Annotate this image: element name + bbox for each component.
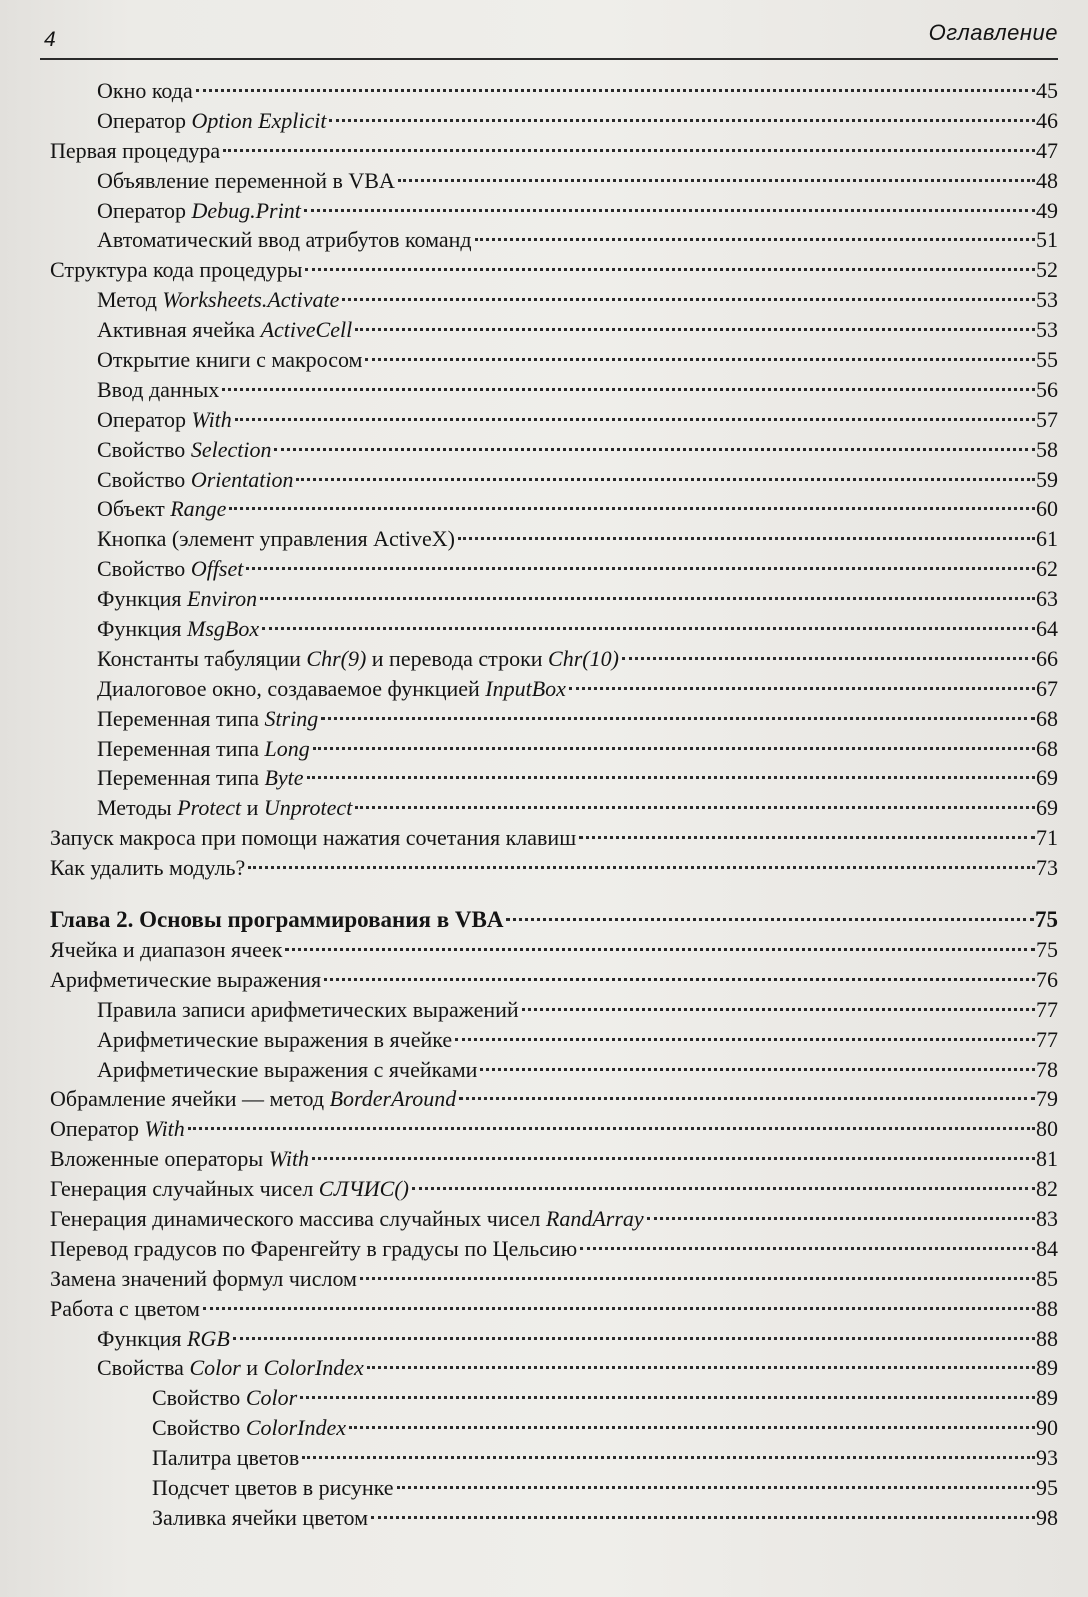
toc-entry[interactable] [0, 435, 1088, 465]
toc-entry[interactable] [0, 136, 1088, 166]
toc-page-number: 51 [1036, 227, 1058, 253]
toc-entry-code-term: Range [170, 496, 227, 522]
toc-entry-text: Обрамление ячейки — метод [50, 1086, 330, 1112]
toc-entry-text: Свойства [97, 1355, 190, 1381]
toc-chapter-entry[interactable] [0, 905, 1088, 935]
toc-entry-title [50, 853, 245, 883]
toc-entry[interactable] [0, 285, 1088, 315]
toc-page-number: 62 [1036, 556, 1058, 582]
toc-entry-title [97, 644, 619, 674]
dot-leader [342, 296, 1035, 301]
toc-entry[interactable] [0, 1174, 1088, 1204]
toc-page-number: 53 [1036, 287, 1058, 313]
toc-page-number: 60 [1036, 496, 1058, 522]
toc-entry[interactable] [0, 614, 1088, 644]
toc-entry-text: Ячейка и диапазон ячеек [50, 936, 283, 962]
toc-entry-text: Работа с цветом [50, 1295, 200, 1321]
toc-entry-text: Свойство [152, 1415, 246, 1441]
toc-entry-code-term: Debug.Print [191, 197, 301, 223]
dot-leader [455, 1036, 1035, 1041]
toc-entry-title [97, 315, 352, 345]
dot-leader [522, 1006, 1035, 1011]
toc-entry[interactable] [0, 1264, 1088, 1294]
toc-entry-code-term: With [268, 1146, 310, 1172]
toc-entry-title [97, 554, 243, 584]
toc-entry-code-term: ActiveCell [260, 317, 353, 343]
toc-entry[interactable] [0, 1234, 1088, 1264]
toc-entry[interactable] [0, 763, 1088, 793]
toc-page-number: 61 [1036, 526, 1058, 552]
dot-leader [312, 1155, 1035, 1160]
toc-entry-title [97, 196, 301, 226]
dot-leader [459, 1095, 1035, 1100]
toc-entry-text: Свойство [152, 1385, 246, 1411]
toc-entry[interactable] [0, 995, 1088, 1025]
toc-page-number: 47 [1036, 137, 1058, 163]
toc-entry-text: Кнопка (элемент управления ActiveX) [97, 526, 455, 552]
toc-entry[interactable] [0, 1473, 1088, 1503]
toc-entry-text: Оператор [50, 1116, 145, 1142]
toc-entry-text: Метод [97, 287, 163, 313]
dot-leader [262, 625, 1035, 630]
toc-entry-title [50, 1204, 644, 1234]
toc-entry-code-term: InputBox [485, 675, 566, 701]
toc-entry-text: Свойство [97, 466, 191, 492]
toc-entry-title [50, 1114, 185, 1144]
dot-leader [233, 1335, 1035, 1340]
toc-entry-text: Активная ячейка [97, 317, 261, 343]
toc-entry-title [97, 995, 519, 1025]
toc-entry-text: Функция [97, 616, 188, 642]
toc-entry-title [152, 1503, 368, 1533]
toc-page-number: 71 [1036, 825, 1058, 851]
dot-leader [302, 1454, 1035, 1459]
toc-page-number: 57 [1036, 406, 1058, 432]
toc-entry[interactable] [0, 405, 1088, 435]
toc-entry[interactable] [0, 345, 1088, 375]
toc-page-number: 88 [1036, 1325, 1058, 1351]
toc-page-number: 93 [1036, 1445, 1058, 1471]
toc-entry-title [97, 584, 257, 614]
toc-page-number: 98 [1036, 1504, 1058, 1530]
toc-entry[interactable] [0, 1503, 1088, 1533]
toc-entry-code-term: BorderAround [329, 1086, 457, 1112]
toc-entry-text: и [240, 1355, 264, 1381]
running-header [40, 18, 1058, 60]
toc-page-number: 49 [1036, 197, 1058, 223]
toc-entry-code-term: Color [245, 1385, 298, 1411]
toc-entry-text: Палитра цветов [152, 1445, 300, 1471]
dot-leader [371, 1514, 1035, 1519]
toc-entry-title [50, 1234, 577, 1264]
toc-entry[interactable] [0, 853, 1088, 883]
toc-page-number: 82 [1036, 1176, 1058, 1202]
toc-entry-code-term: Long [264, 735, 310, 761]
dot-leader [349, 1424, 1035, 1429]
toc-entry-title [97, 375, 219, 405]
toc-entry-text: Окно кода [97, 78, 193, 103]
toc-entry-title [152, 1413, 346, 1443]
toc-entry[interactable] [0, 823, 1088, 853]
toc-entry-code-term: ColorIndex [263, 1355, 364, 1381]
toc-entry-title [97, 285, 339, 315]
dot-leader [246, 565, 1035, 570]
toc-page-number: 63 [1036, 586, 1058, 612]
toc-entry[interactable] [0, 1324, 1088, 1354]
toc-entry-text: Объявление переменной в VBA [97, 167, 395, 193]
toc-page-number: 89 [1036, 1385, 1058, 1411]
toc-entry-code-term: Byte [264, 765, 304, 791]
toc-entry-text: Объект [97, 496, 171, 522]
toc-entry-text: Заливка ячейки цветом [152, 1504, 369, 1530]
toc-entry[interactable] [0, 494, 1088, 524]
toc-page-number: 66 [1036, 645, 1058, 671]
toc-entry-code-term: Worksheets.Activate [162, 287, 340, 313]
dot-leader [188, 1125, 1035, 1130]
toc-entry-title [152, 1383, 297, 1413]
dot-leader [196, 87, 1035, 92]
toc-entry-title [97, 1324, 230, 1354]
toc-entry[interactable] [0, 1025, 1088, 1055]
toc-page-number: 80 [1036, 1116, 1058, 1142]
dot-leader [248, 864, 1035, 869]
toc-entry[interactable] [0, 704, 1088, 734]
toc-entry-title [50, 1084, 456, 1114]
toc-page-number: 55 [1036, 347, 1058, 373]
toc-entry[interactable] [0, 375, 1088, 405]
toc-page-number: 83 [1036, 1205, 1058, 1231]
dot-leader [397, 1484, 1035, 1489]
toc-entry-code-term: Chr(9) [306, 645, 367, 671]
toc-entry-code-term: With [144, 1116, 185, 1142]
dot-leader [223, 147, 1035, 152]
toc-entry[interactable] [0, 1383, 1088, 1413]
toc-entry-text: Запуск макроса при помощи нажатия сочетания клавиш [50, 825, 577, 851]
toc-entry-text: Первая процедура [50, 137, 221, 163]
toc-entry-text: Замена значений формул числом [50, 1265, 357, 1291]
toc-entry[interactable] [0, 1204, 1088, 1234]
dot-leader [324, 976, 1035, 981]
dot-leader [304, 207, 1035, 212]
toc-entry-text: Методы [97, 795, 178, 821]
toc-entry-title [152, 1473, 394, 1503]
toc-entry[interactable] [0, 793, 1088, 823]
toc-entry-text: Оператор [97, 406, 192, 432]
toc-page-number: 85 [1036, 1265, 1058, 1291]
toc-entry[interactable] [0, 1413, 1088, 1443]
toc-entry-title [97, 435, 271, 465]
dot-leader [569, 685, 1035, 690]
toc-entry-code-term: String [264, 705, 319, 731]
toc-entry-text: и [241, 795, 264, 821]
dot-leader [475, 236, 1035, 241]
toc-entry[interactable] [0, 1055, 1088, 1085]
dot-leader [647, 1215, 1035, 1220]
toc-entry-text: Оператор [97, 107, 192, 133]
toc-entry[interactable] [0, 935, 1088, 965]
toc-entry-title [50, 255, 302, 285]
toc-entry-text: Переменная типа [97, 765, 265, 791]
toc-entry-text: Переменная типа [97, 735, 265, 761]
toc-entry[interactable] [0, 524, 1088, 554]
toc-entry[interactable] [0, 255, 1088, 285]
toc-entry-title [97, 793, 352, 823]
toc-entry[interactable] [0, 315, 1088, 345]
toc-page-number: 78 [1036, 1056, 1058, 1082]
toc-entry-text: Функция [97, 1325, 188, 1351]
toc-page-number: 53 [1036, 317, 1058, 343]
toc-entry-title [97, 76, 193, 106]
toc-entry-title [97, 225, 472, 255]
dot-leader [329, 117, 1035, 122]
dot-leader [412, 1185, 1035, 1190]
toc-entry-code-term: Offset [190, 556, 244, 582]
toc-page-number: 73 [1036, 855, 1058, 881]
toc-entry[interactable] [0, 196, 1088, 226]
toc-entry-code-term: Protect [177, 795, 242, 821]
toc-entry-title [97, 1025, 452, 1055]
toc-page-number: 58 [1036, 436, 1058, 462]
toc-page-number: 76 [1036, 966, 1058, 992]
toc-page-number: 84 [1036, 1235, 1058, 1261]
toc-entry-title [97, 704, 318, 734]
toc-entry-title [50, 1264, 357, 1294]
toc-entry-text: Функция [97, 586, 188, 612]
toc-entry[interactable] [0, 1144, 1088, 1174]
toc-entry-text: и перевода строки [366, 645, 549, 671]
dot-leader [296, 476, 1035, 481]
dot-leader [321, 715, 1035, 720]
dot-leader [313, 745, 1035, 750]
toc-entry-code-term: СЛЧИС() [318, 1176, 410, 1202]
toc-page-number: 69 [1036, 795, 1058, 821]
dot-leader [203, 1305, 1035, 1310]
toc-entry-code-term: RandArray [545, 1205, 644, 1231]
running-title: Оглавление [928, 20, 1058, 45]
toc-page-number: 77 [1036, 996, 1058, 1022]
dot-leader [458, 535, 1035, 540]
toc-entry[interactable] [0, 465, 1088, 495]
toc-entry-title [97, 405, 232, 435]
toc-page-number: 81 [1036, 1146, 1058, 1172]
toc-entry[interactable] [0, 1443, 1088, 1473]
toc-entry[interactable] [0, 1294, 1088, 1324]
toc-entry-title [50, 1144, 309, 1174]
toc-entry-title [97, 166, 395, 196]
toc-entry-code-term: RGB [187, 1325, 230, 1351]
toc-entry[interactable] [0, 554, 1088, 584]
toc-page-number: 56 [1036, 376, 1058, 402]
toc-entry-code-term: Selection [190, 436, 272, 462]
toc-entry-text: Ввод данных [97, 376, 220, 402]
page-number: 4 [44, 28, 56, 51]
dot-leader [580, 1245, 1035, 1250]
dot-leader [355, 804, 1035, 809]
toc-entry-title [50, 136, 220, 166]
toc-entry[interactable] [0, 584, 1088, 614]
dot-leader [229, 505, 1035, 510]
toc-entry-code-term: With [191, 406, 232, 432]
toc-page-number: 79 [1036, 1086, 1058, 1112]
toc-entry[interactable] [0, 674, 1088, 704]
toc-page-number: 45 [1036, 78, 1058, 103]
chapter-gap [0, 883, 1088, 905]
dot-leader [360, 1275, 1035, 1280]
toc-entry-title [50, 823, 576, 853]
toc-page-number: 46 [1036, 107, 1058, 133]
dot-leader [579, 834, 1035, 839]
toc-entry-text: Свойство [97, 556, 191, 582]
toc-entry[interactable] [0, 106, 1088, 136]
toc-entry-text: Как удалить модуль? [50, 855, 246, 881]
toc-entry-title [97, 524, 455, 554]
toc-entry-text: Вложенные операторы [50, 1146, 269, 1172]
toc-page-number: 95 [1036, 1474, 1058, 1500]
toc-entry-text: Арифметические выражения [50, 966, 322, 992]
dot-leader [365, 356, 1035, 361]
toc-entry-text: Генерация динамического массива случайных чисел [50, 1205, 546, 1231]
toc-page-number: 52 [1036, 257, 1058, 283]
toc-page-number: 69 [1036, 765, 1058, 791]
toc-entry-title [97, 674, 566, 704]
dot-leader [260, 595, 1035, 600]
dot-leader [355, 326, 1035, 331]
toc-page-number: 64 [1036, 616, 1058, 642]
toc-entry-title [97, 614, 259, 644]
toc-page-number: 89 [1036, 1355, 1058, 1381]
toc-entry-code-term: Option Explicit [191, 107, 327, 133]
toc-entry-text: Открытие книги с макросом [97, 347, 363, 373]
dot-leader [307, 774, 1035, 779]
toc-entry-title [50, 965, 321, 995]
toc-entry-code-term: MsgBox [187, 616, 260, 642]
toc-entry-title [97, 1353, 364, 1383]
toc-entry[interactable] [0, 225, 1088, 255]
toc-entry-text: Арифметические выражения в ячейке [97, 1026, 453, 1052]
toc-entry-title [50, 935, 282, 965]
toc-entry-text: Оператор [97, 197, 192, 223]
toc-entry[interactable] [0, 1114, 1088, 1144]
toc-entry-code-term: Color [189, 1355, 241, 1381]
toc-page-number: 90 [1036, 1415, 1058, 1441]
toc-entry-text: Диалоговое окно, создаваемое функцией [97, 675, 486, 701]
toc-entry-title [97, 465, 293, 495]
toc-entry-title [50, 1174, 409, 1204]
toc-entry[interactable] [0, 734, 1088, 764]
dot-leader [235, 416, 1035, 421]
toc-entry-code-term: Unprotect [263, 795, 353, 821]
toc-page-number: 77 [1036, 1026, 1058, 1052]
toc-entry-text: Константы табуляции [97, 645, 307, 671]
toc-entry-title [152, 1443, 299, 1473]
toc-entry[interactable] [0, 166, 1088, 196]
toc-page-number: 75 [1036, 936, 1058, 962]
toc-entry-text: Автоматический ввод атрибутов команд [97, 227, 472, 253]
dot-leader [622, 655, 1035, 660]
toc-entry-text: Свойство [97, 436, 191, 462]
toc-entry-code-term: Chr(10) [548, 645, 619, 671]
toc-page-number: 75 [1035, 907, 1058, 933]
toc-page-number: 59 [1036, 466, 1058, 492]
toc-entry-title [97, 106, 326, 136]
toc-entry-title [50, 1294, 200, 1324]
toc-page-number: 48 [1036, 167, 1058, 193]
toc-entry-title [97, 1055, 477, 1085]
toc-entry-code-term: ColorIndex [245, 1415, 347, 1441]
toc-page-number: 88 [1036, 1295, 1058, 1321]
toc-entry[interactable] [0, 644, 1088, 674]
dot-leader [367, 1364, 1035, 1369]
toc-entry[interactable] [0, 1084, 1088, 1114]
toc-entry-text: Переменная типа [97, 705, 265, 731]
dot-leader [300, 1394, 1035, 1399]
toc-entry-title [97, 494, 226, 524]
toc-entry-code-term: Orientation [190, 466, 294, 492]
toc-entry-title [50, 905, 503, 935]
dot-leader [305, 266, 1035, 271]
toc-entry-text: Структура кода процедуры [50, 257, 303, 283]
toc-entry-code-term: Environ [187, 586, 258, 612]
toc-entry-title [97, 734, 310, 764]
toc-page-number: 68 [1036, 705, 1058, 731]
toc-page-number: 67 [1036, 675, 1058, 701]
table-of-contents [0, 76, 1088, 1533]
dot-leader [480, 1066, 1035, 1071]
toc-entry-text: Подсчет цветов в рисунке [152, 1474, 394, 1500]
dot-leader [285, 946, 1035, 951]
toc-entry-text: Глава 2. Основы программирования в VBA [50, 907, 504, 933]
toc-entry-title [97, 345, 362, 375]
toc-entry-text: Перевод градусов по Фаренгейту в градусы по Цельсию [50, 1235, 578, 1261]
toc-entry-title [97, 763, 304, 793]
dot-leader [274, 446, 1035, 451]
dot-leader [398, 177, 1035, 182]
dot-leader [506, 916, 1034, 921]
toc-entry[interactable] [0, 965, 1088, 995]
toc-entry[interactable] [0, 1353, 1088, 1383]
toc-entry-text: Арифметические выражения с ячейками [97, 1056, 478, 1082]
toc-page-number: 68 [1036, 735, 1058, 761]
toc-entry-text: Генерация случайных чисел [50, 1176, 319, 1202]
toc-entry-text: Правила записи арифметических выражений [97, 996, 519, 1022]
toc-entry[interactable] [0, 76, 1088, 106]
dot-leader [222, 386, 1035, 391]
